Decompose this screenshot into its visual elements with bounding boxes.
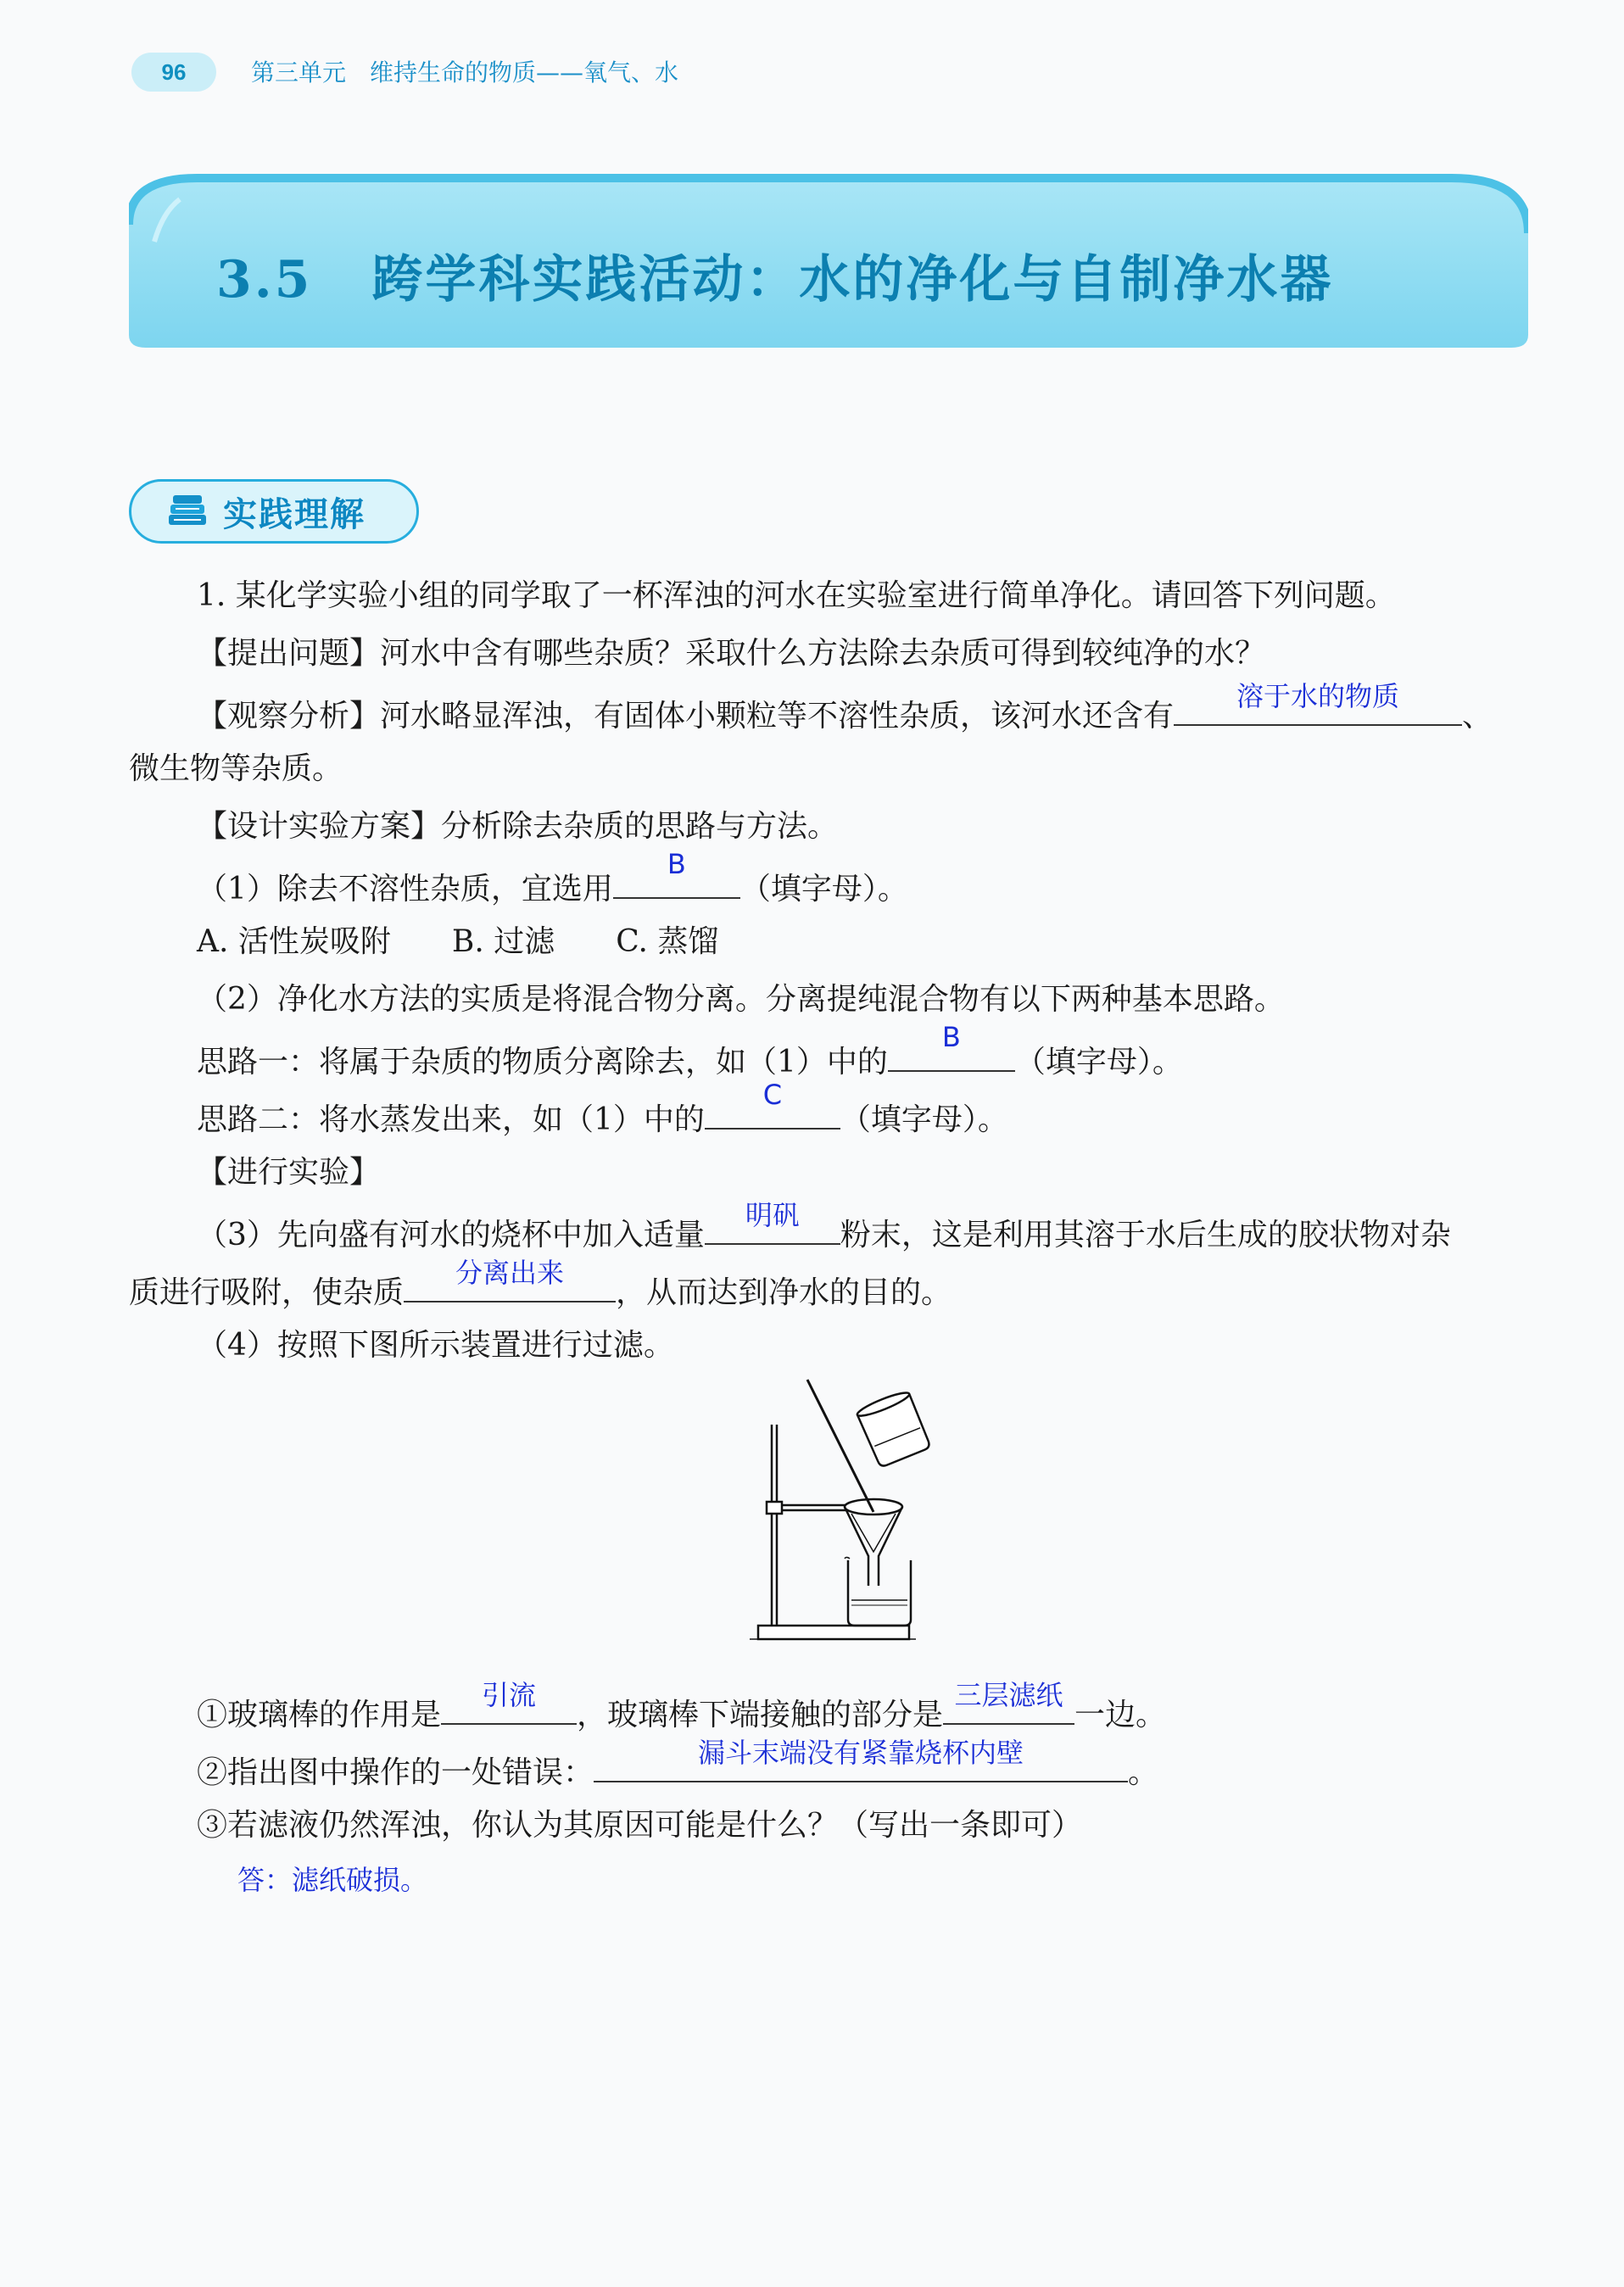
q1-blank xyxy=(613,848,740,899)
s1-answer-2: 三层滤纸 xyxy=(954,1679,1063,1711)
idea2-answer: C xyxy=(762,1079,783,1111)
idea2-line xyxy=(197,1079,1008,1140)
question-ask: 【提出问题】河水中含有哪些杂质？采取什么方法除去杂质可得到较纯净的水？ xyxy=(197,636,1266,671)
q3-cont-suffix: ，从而达到净水的目的。 xyxy=(616,1275,952,1310)
observe-suffix: 、 xyxy=(1462,699,1493,734)
page-number: 96 xyxy=(161,59,187,85)
books-icon xyxy=(165,493,209,530)
q3-answer-1: 明矾 xyxy=(745,1199,800,1231)
idea1-prefix: 思路一：将属于杂质的物质分离除去，如（1）中的 xyxy=(197,1045,888,1079)
section-number: 3.5 xyxy=(216,250,313,310)
q2-line: （2）净化水方法的实质是将混合物分离。分离提纯混合物有以下两种基本思路。 xyxy=(197,982,1285,1017)
q3-cont-prefix: 质进行吸附，使杂质 xyxy=(129,1275,405,1310)
page-number-badge xyxy=(131,53,216,92)
s1-prefix: ①玻璃棒的作用是 xyxy=(197,1698,442,1732)
q3-blank-1 xyxy=(705,1199,840,1245)
idea1-suffix: （填字母）。 xyxy=(1014,1045,1183,1079)
section-title xyxy=(216,239,1333,312)
s3-answer: 答：滤纸破损。 xyxy=(237,1864,428,1896)
idea2-blank xyxy=(705,1079,840,1130)
q1-prefix: （1）除去不溶性杂质，宜选用 xyxy=(197,872,613,906)
s3-line: ③若滤液仍然浑浊，你认为其原因可能是什么？（写出一条即可） xyxy=(197,1808,1083,1843)
chapter-heading: 第三单元 维持生命的物质——氧气、水 xyxy=(251,59,679,86)
s1-blank-2 xyxy=(943,1679,1074,1725)
observe-blank xyxy=(1174,680,1462,726)
s1-answer-1: 引流 xyxy=(482,1679,537,1711)
design-line: 【设计实验方案】分析除去杂质的思路与方法。 xyxy=(197,809,839,844)
section-pill xyxy=(129,479,419,544)
q4-line: （4）按照下图所示装置进行过滤。 xyxy=(197,1328,674,1363)
idea1-line xyxy=(197,1021,1183,1082)
s1-mid: ，玻璃棒下端接触的部分是 xyxy=(577,1698,944,1732)
s1-suffix: 一边。 xyxy=(1074,1698,1167,1732)
question-intro: 1. 某化学实验小组的同学取了一杯浑浊的河水在实验室进行简单净化。请回答下列问题。 xyxy=(197,578,1396,613)
idea2-prefix: 思路二：将水蒸发出来，如（1）中的 xyxy=(197,1102,705,1137)
s1-line xyxy=(197,1679,1167,1735)
q3-prefix: （3）先向盛有河水的烧杯中加入适量 xyxy=(197,1218,705,1252)
q1-suffix: （填字母）。 xyxy=(739,872,908,906)
s2-suffix: 。 xyxy=(1128,1755,1159,1790)
experiment-line: 【进行实验】 xyxy=(197,1155,381,1190)
q3-mid: 粉末，这是利用其溶于水后生成的胶状物对杂 xyxy=(840,1218,1451,1252)
idea1-blank xyxy=(888,1021,1015,1072)
idea2-suffix: （填字母）。 xyxy=(840,1102,1008,1137)
q3-cont-line xyxy=(129,1257,952,1313)
observe-cont: 微生物等杂质。 xyxy=(129,751,343,786)
s2-answer: 漏斗末端没有紧靠烧杯内壁 xyxy=(698,1737,1024,1769)
filtration-apparatus-figure xyxy=(746,1378,933,1658)
observe-answer: 溶于水的物质 xyxy=(1236,680,1400,712)
q1-line xyxy=(197,848,908,909)
s1-blank-1 xyxy=(441,1679,577,1725)
q3-answer-2: 分离出来 xyxy=(455,1257,565,1289)
observe-prefix: 【观察分析】河水略显浑浊，有固体小颗粒等不溶性杂质，该河水还含有 xyxy=(197,699,1175,734)
q1-options: A. 活性炭吸附 B. 过滤 C. 蒸馏 xyxy=(197,924,719,959)
section-pill-label: 实践理解 xyxy=(223,494,366,534)
q1-answer: B xyxy=(667,848,686,880)
q3-blank-2 xyxy=(404,1257,616,1302)
s2-line xyxy=(197,1737,1159,1793)
idea1-answer: B xyxy=(941,1021,961,1053)
section-title-text: 跨学科实践活动：水的净化与自制净水器 xyxy=(371,250,1334,310)
s2-prefix: ②指出图中操作的一处错误： xyxy=(197,1755,594,1790)
q3-line xyxy=(197,1199,1451,1255)
s2-blank xyxy=(594,1737,1128,1782)
observe-line xyxy=(197,680,1493,736)
